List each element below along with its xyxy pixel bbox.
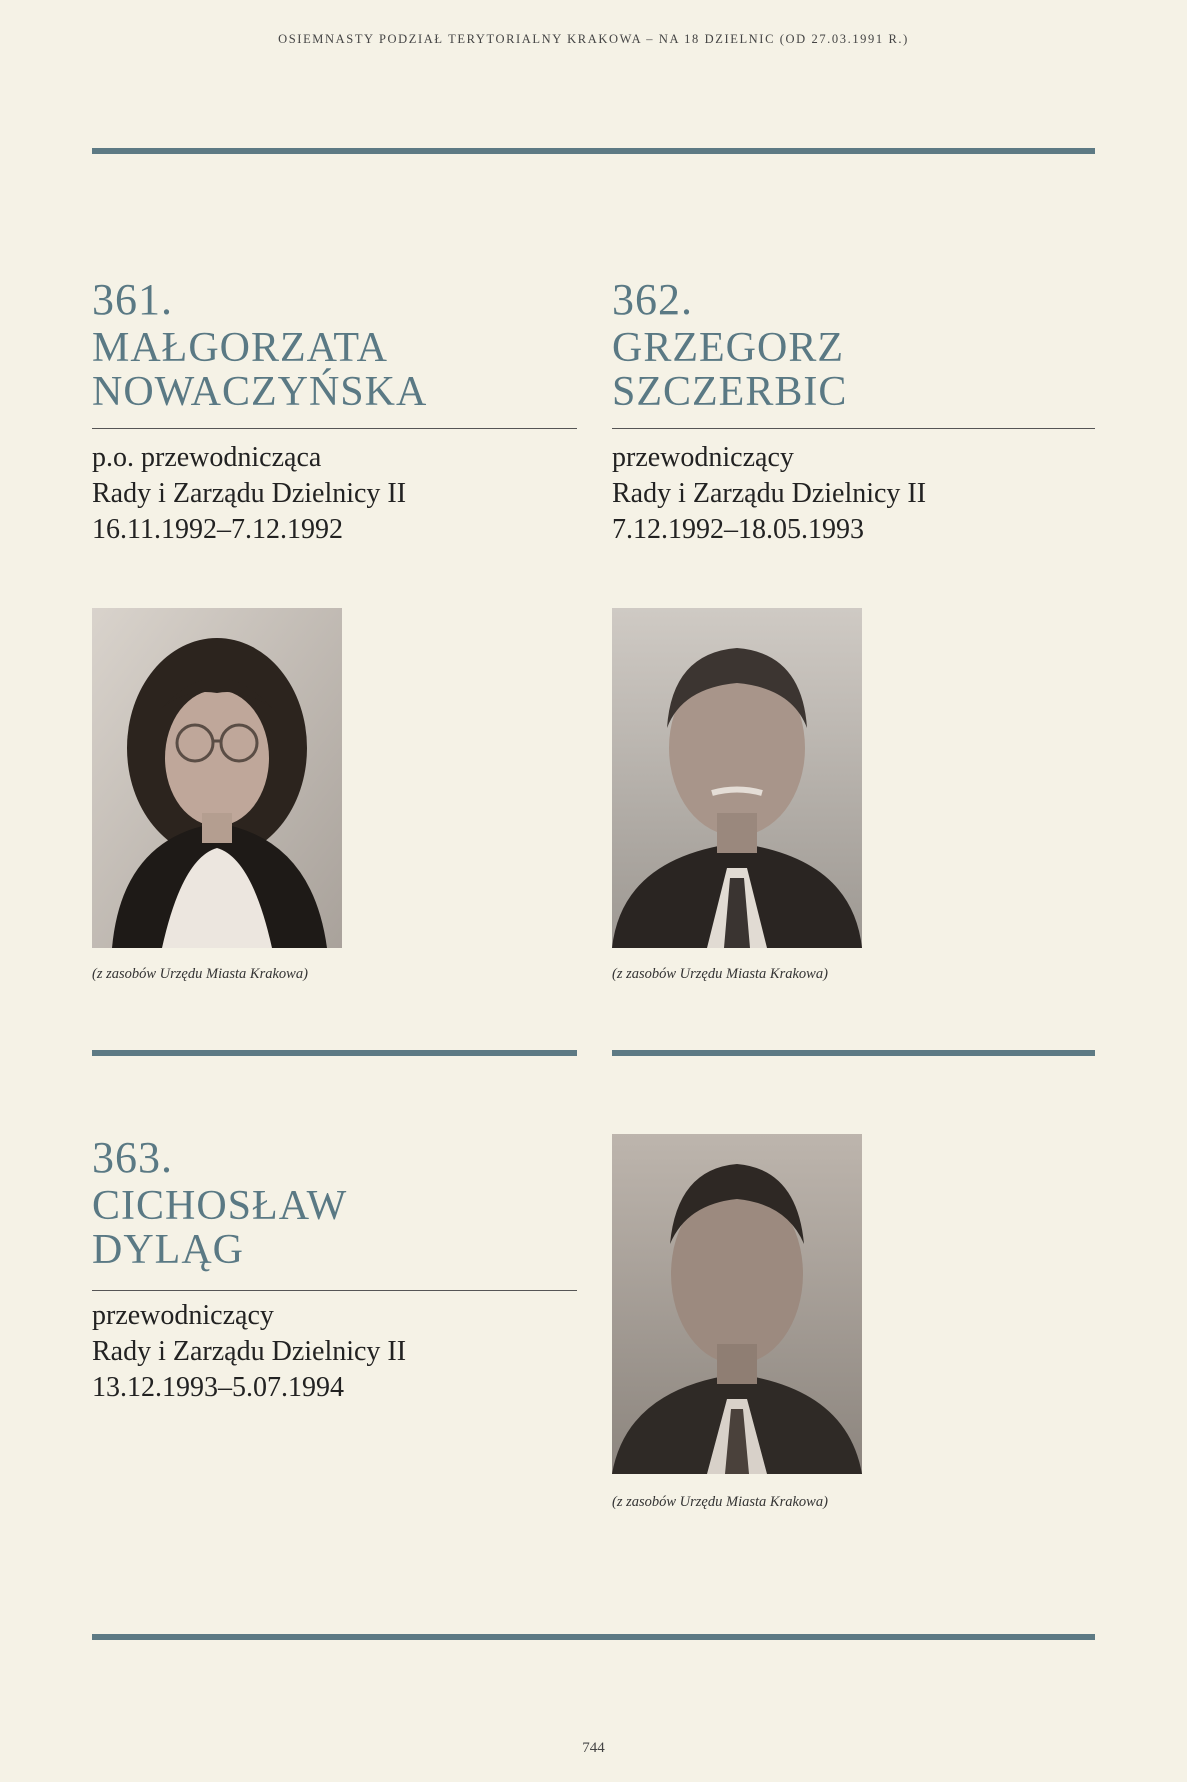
entry-name-first: CICHOSŁAW [92, 1183, 348, 1229]
section-rule-right [612, 1050, 1095, 1056]
entry-divider [612, 428, 1095, 429]
portrait-photo [92, 608, 342, 948]
bottom-rule [92, 1634, 1095, 1640]
entry-number: 363. [92, 1133, 173, 1182]
entry-363-role [92, 1298, 577, 1406]
role-title: p.o. przewodnicząca [92, 442, 322, 473]
entry-divider [92, 428, 577, 429]
role-body: Rady i Zarządu Dzielnicy II [92, 478, 407, 509]
entry-name-first: MAŁGORZATA [92, 325, 388, 371]
entry-362 [612, 275, 1095, 415]
entry-362-role [612, 440, 1095, 548]
role-dates: 13.12.1993–5.07.1994 [92, 1372, 344, 1403]
entry-name-last: DYLĄG [92, 1227, 244, 1273]
page-number: 744 [582, 1740, 605, 1756]
entry-number: 361. [92, 275, 173, 324]
entry-name-first: GRZEGORZ [612, 325, 844, 371]
role-body: Rady i Zarządu Dzielnicy II [92, 1336, 407, 1367]
role-dates: 7.12.1992–18.05.1993 [612, 514, 864, 545]
portrait-photo [612, 608, 862, 948]
entry-361-role [92, 440, 577, 548]
role-body: Rady i Zarządu Dzielnicy II [612, 478, 927, 509]
entry-number: 362. [612, 275, 693, 324]
running-head: OSIEMNASTY PODZIAŁ TERYTORIALNY KRAKOWA – NA 18 DZIELNIC (OD 27.03.1991 R.) [278, 32, 909, 46]
role-title: przewodniczący [92, 1300, 274, 1331]
photo-caption: (z zasobów Urzędu Miasta Krakowa) [612, 966, 828, 982]
portrait-photo [612, 1134, 862, 1474]
entry-divider [92, 1290, 577, 1291]
entry-361 [92, 275, 577, 415]
role-title: przewodniczący [612, 442, 794, 473]
section-rule-left [92, 1050, 577, 1056]
photo-caption: (z zasobów Urzędu Miasta Krakowa) [92, 966, 308, 982]
entry-363 [92, 1133, 577, 1273]
entry-name-last: NOWACZYŃSKA [92, 369, 428, 415]
top-rule [92, 148, 1095, 154]
role-dates: 16.11.1992–7.12.1992 [92, 514, 343, 545]
entry-name-last: SZCZERBIC [612, 369, 848, 415]
photo-caption: (z zasobów Urzędu Miasta Krakowa) [612, 1494, 828, 1510]
